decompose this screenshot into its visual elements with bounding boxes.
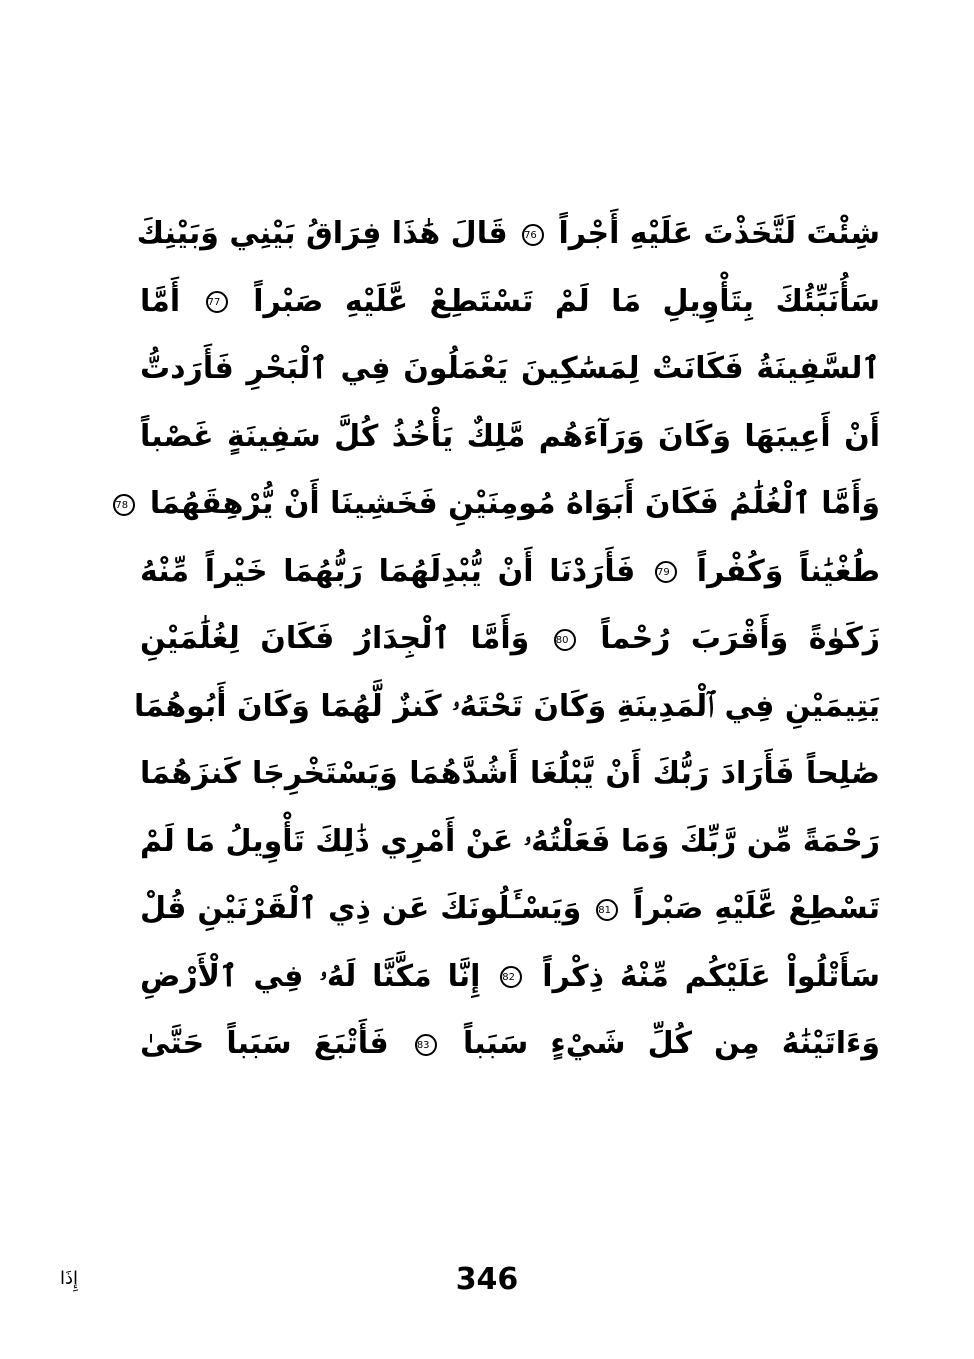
line-text: صَٰلِحاً فَأَرَادَ رَبُّكَ أَنْ يَّبْلُغَا أَشُدَّهُمَا وَيَسْتَخْرِجَا كَنزَهُمَا [140,756,880,791]
ayah-marker: 78 [113,494,135,516]
line-text-after: إِنَّا مَكَّنَّا لَهُۥ فِي ٱلْأَرْضِ [140,958,481,994]
ayah-marker: 80 [554,629,576,651]
ayah-marker: 77 [206,291,228,313]
line-text: تَسْطِعْ عَّلَيْهِ صَبْراً [633,891,880,926]
text-line-7 [140,605,880,673]
ayah-marker: 82 [500,966,522,988]
text-line-8 [133,673,880,741]
quran-text-block [115,200,880,1078]
line-text: زَكَوٰةً وَأَقْرَبَ رُحْماً [600,621,880,656]
text-line-11 [140,875,880,943]
line-text-after: وَأَمَّا ٱلْجِدَارُ فَكَانَ لِغُلَٰمَيْنِ [140,621,530,656]
text-line-6 [140,538,880,606]
text-line-9 [140,740,880,808]
text-line-4 [140,403,880,471]
line-text: وَءَاتَيْنَٰهُ مِن كُلِّ شَيْءٍ سَبَباً [462,1026,880,1061]
line-text-after: وَأَمَّا ٱلْغُلَٰمُ فَكَانَ أَبَوَاهُ مُومِنَيْنِ فَخَشِينَا أَنْ يُّرْهِقَهُمَا [149,486,880,521]
line-text: سَأَتْلُواْ عَلَيْكُم مِّنْهُ ذِكْراً [542,958,880,994]
text-line-2 [140,268,880,336]
ayah-marker: 76 [522,224,544,246]
line-text: أَنْ أَعِيبَهَا وَكَانَ وَرَآءَهُم مَّلِكٌ يَأْخُذُ كُلَّ سَفِينَةٍ غَصْباً [140,418,880,454]
line-text: يَتِيمَيْنِ فِي ٱلْمَدِينَةِ وَكَانَ تَحْتَهُۥ كَنزٌ لَّهُمَا وَكَانَ أَبُوهُمَا [133,688,880,724]
line-text-after: فَأَرَدْنَا أَنْ يُّبْدِلَهُمَا رَبُّهُمَا خَيْراً مِّنْهُ [140,553,636,589]
line-text-after: وَيَسْـَٔلُونَكَ عَن ذِي ٱلْقَرْنَيْنِ قُلْ [140,891,582,926]
line-text: ٱلسَّفِينَةُ فَكَانَتْ لِمَسَٰكِينَ يَعْمَلُونَ فِي ٱلْبَحْرِ فَأَرَدتُّ [140,351,880,386]
ayah-marker: 81 [596,899,618,921]
text-line-10 [140,808,880,876]
text-line-13 [140,1010,880,1078]
line-text-after: قَالَ هَٰذَا فِرَاقُ بَيْنِي وَبَيْنِكَ [136,216,508,251]
catchword: إِذَا [60,1268,79,1289]
line-text-after: أَمَّا [140,283,181,319]
page-number: 346 [455,1262,519,1297]
line-text: سَأُنَبِّئُكَ بِتَأْوِيلِ مَا لَمْ تَسْتَطِعْ عَّلَيْهِ صَبْراً [253,283,880,319]
line-text: شِئْتَ لَتَّخَذْتَ عَلَيْهِ أَجْراً [558,216,880,251]
line-text: رَحْمَةً مِّن رَّبِّكَ وَمَا فَعَلْتُهُۥ عَنْ أَمْرِي ذَٰلِكَ تَأْوِيلُ مَا لَمْ [140,823,880,859]
text-line-5 [115,470,880,538]
text-line-12 [140,943,880,1011]
ayah-marker: 79 [655,561,677,583]
ayah-marker: 83 [415,1034,437,1056]
line-text: طُغْيَٰناً وَكُفْراً [696,553,880,589]
text-line-3 [140,335,880,403]
text-line-1 [136,200,880,268]
line-text-after: فَأَتْبَعَ سَبَباً حَتَّىٰ [140,1026,389,1061]
